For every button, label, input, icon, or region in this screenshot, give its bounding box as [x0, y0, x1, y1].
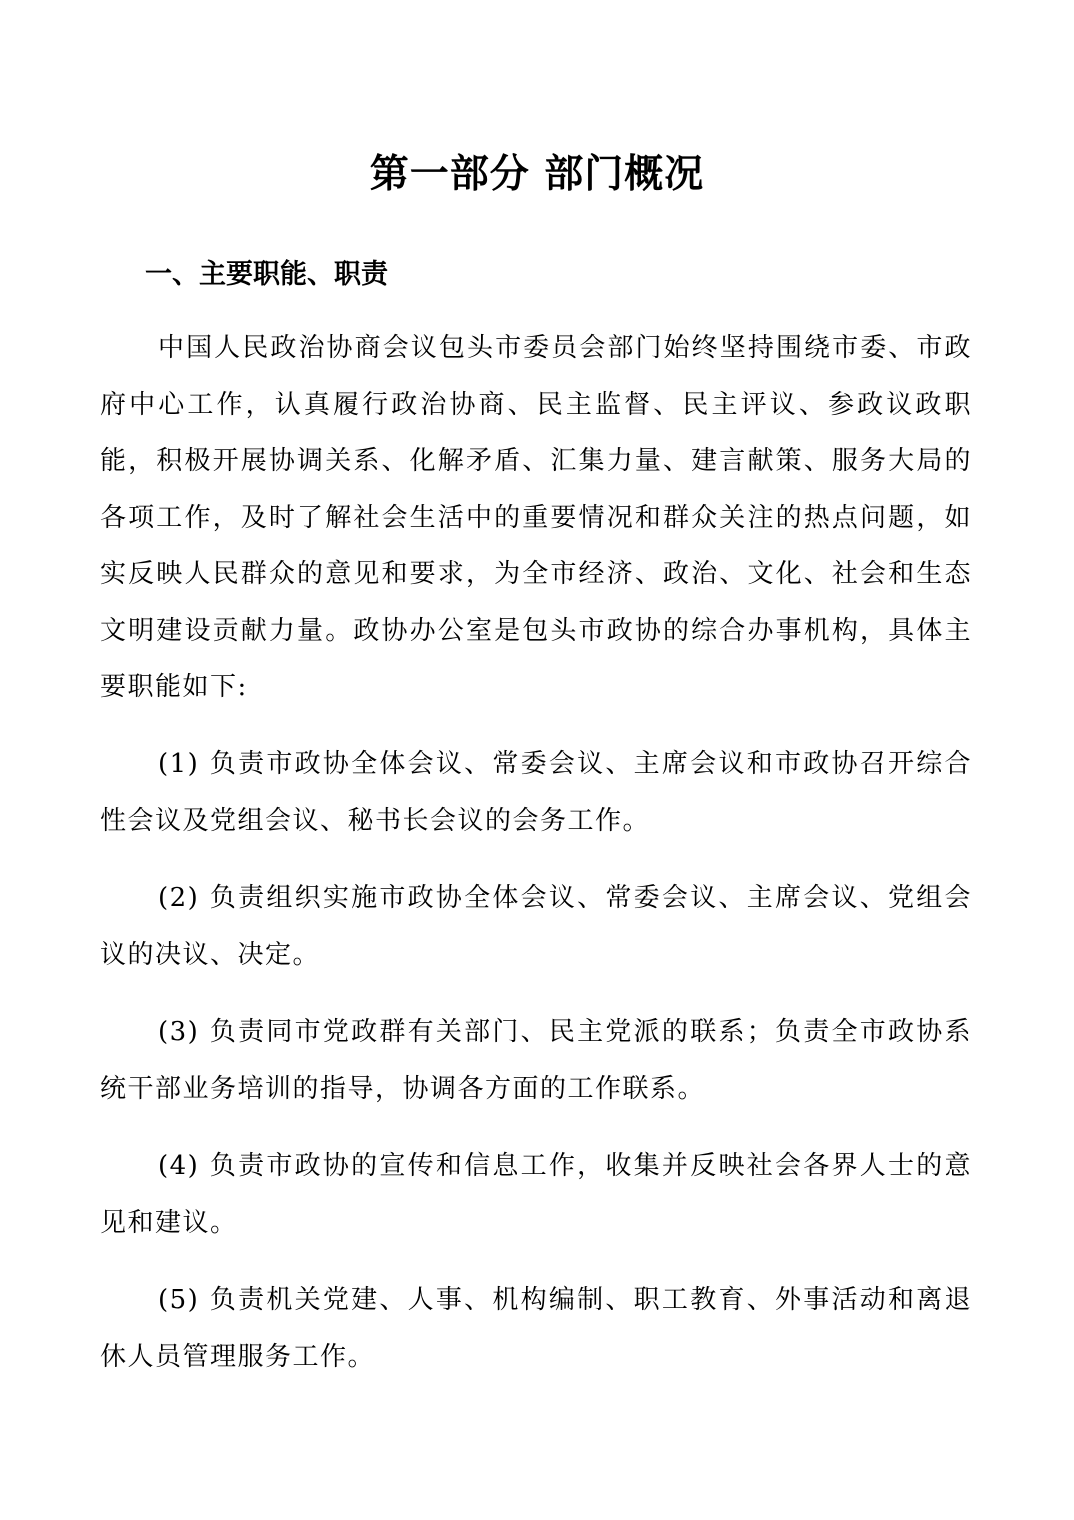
- intro-paragraph: 中国人民政治协商会议包头市委员会部门始终坚持围绕市委、市政府中心工作，认真履行政治协商、民主监督、民主评议、参政议政职能，积极开展协调关系、化解矛盾、汇集力量、建言献策、服务大局的各项工作，及时了解社会生活中的重要情况和群众关注的热点问题，如实反映人民群众的意见和要求，为全市经济、政治、文化、社会和生态文明建设贡献力量。政协办公室是包头市政协的综合办事机构，具体主要职能如下:: [100, 333, 972, 702]
- duty-item-3: (3) 负责同市党政群有关部门、民主党派的联系；负责全市政协系统干部业务培训的指导，协调各方面的工作联系。: [100, 1017, 972, 1104]
- section-heading: 一、主要职能、职责: [145, 259, 388, 290]
- duty-item-4: (4) 负责市政协的宣传和信息工作，收集并反映社会各界人士的意见和建议。: [100, 1151, 972, 1238]
- page-title: 第一部分 部门概况: [369, 152, 705, 197]
- duty-item-1: (1) 负责市政协全体会议、常委会议、主席会议和市政协召开综合性会议及党组会议、秘书长会议的会务工作。: [100, 749, 972, 836]
- duty-item-2: (2) 负责组织实施市政协全体会议、常委会议、主席会议、党组会议的决议、决定。: [100, 883, 972, 970]
- duty-item-5: (5) 负责机关党建、人事、机构编制、职工教育、外事活动和离退休人员管理服务工作。: [100, 1285, 972, 1372]
